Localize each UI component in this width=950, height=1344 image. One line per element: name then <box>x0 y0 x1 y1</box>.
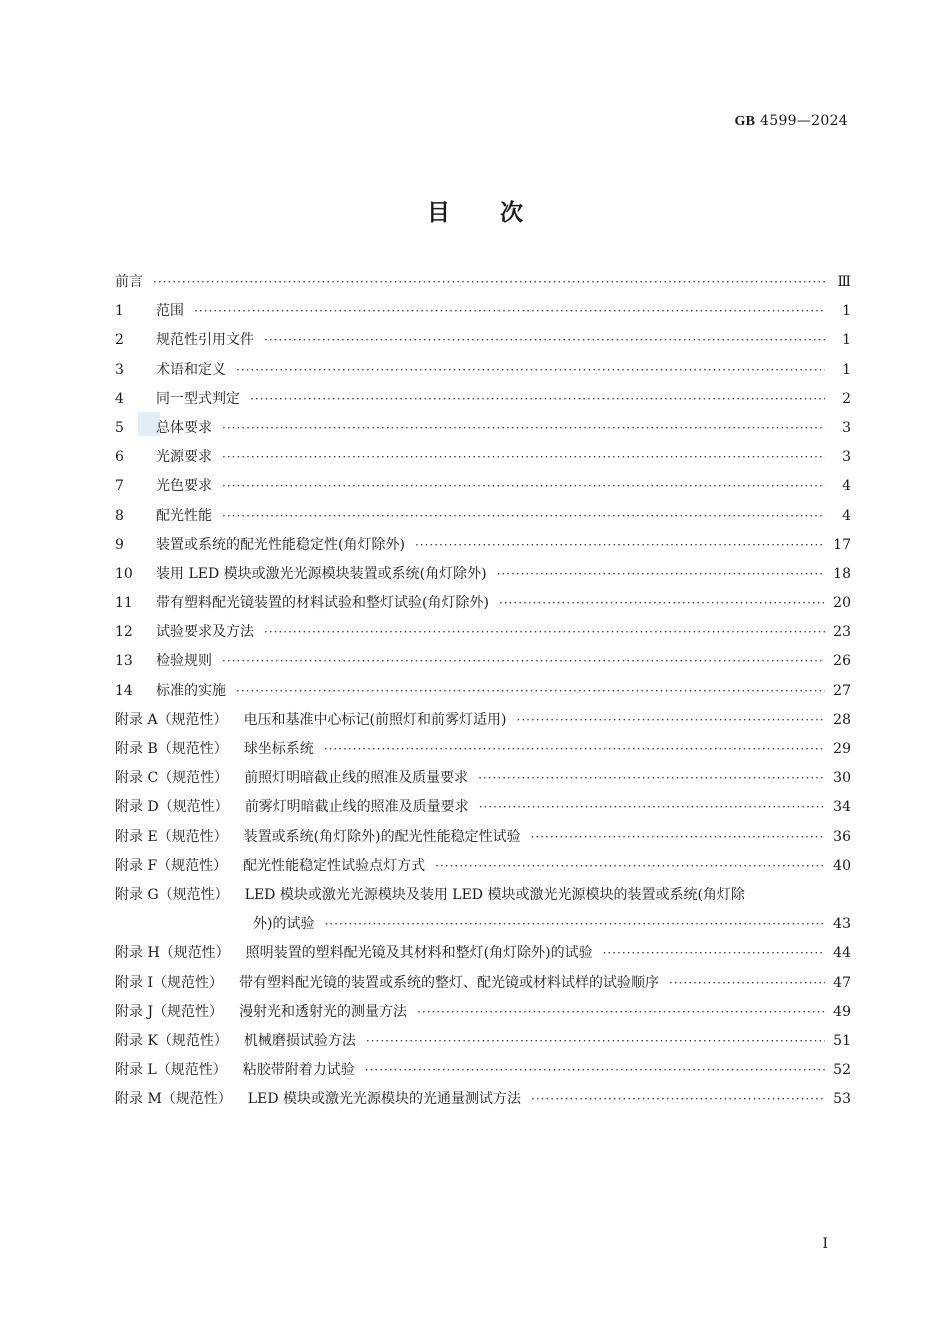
toc-entry[interactable] <box>115 852 851 881</box>
toc-entry-text: 外)的试验 <box>253 916 315 933</box>
toc-entry-text: 漫射光和透射光的测量方法 <box>239 1003 408 1020</box>
toc-entry-label <box>115 356 226 385</box>
toc-entry-leader-dots <box>222 443 825 472</box>
toc-entry[interactable] <box>115 326 851 355</box>
toc-entry[interactable] <box>115 910 851 939</box>
toc-entry-page: 4 <box>842 478 851 495</box>
toc-entry-label <box>115 1056 355 1085</box>
toc-entry[interactable] <box>115 443 851 472</box>
toc-entry-text: 带有塑料配光镜的装置或系统的整灯、配光镜或材料试样的试验顺序 <box>238 974 659 991</box>
toc-entry[interactable] <box>115 998 851 1027</box>
toc-entry-label <box>115 881 745 910</box>
toc-entry[interactable] <box>115 793 851 822</box>
toc-entry-page: 44 <box>833 945 851 962</box>
toc-entry[interactable] <box>115 502 851 531</box>
toc-entry-number: 12 <box>115 624 133 641</box>
toc-entry[interactable] <box>115 414 851 443</box>
toc-entry-leader-dots <box>417 998 825 1027</box>
toc-entry-label <box>115 823 521 852</box>
toc-entry-text: 同一型式判定 <box>156 390 240 407</box>
toc-entry[interactable] <box>115 268 851 297</box>
toc-entry-label <box>115 735 314 764</box>
toc-entry-leader-dots <box>478 764 825 793</box>
toc-entry-number: 附录 C（规范性） <box>115 770 229 787</box>
toc-entry-page: 3 <box>842 449 851 466</box>
toc-entry-label <box>253 910 314 939</box>
toc-entry-label <box>115 297 184 326</box>
toc-entry[interactable] <box>115 706 851 735</box>
toc-entry-leader-dots <box>479 793 825 822</box>
toc-entry[interactable] <box>115 356 851 385</box>
toc-entry-leader-dots <box>236 356 825 385</box>
toc-entry-number: 1 <box>115 303 124 320</box>
toc-entry-page: 47 <box>833 974 851 991</box>
toc-entry-number: 4 <box>115 390 124 407</box>
toc-entry-label <box>115 472 212 501</box>
toc-entry-number: 附录 I（规范性） <box>115 974 223 991</box>
toc-entry-leader-dots <box>435 852 825 881</box>
toc-entry[interactable] <box>115 385 851 414</box>
toc-entry-page: 1 <box>842 361 851 378</box>
toc-entry-text: 粘胶带附着力试验 <box>242 1062 355 1079</box>
toc-entry-text: 检验规则 <box>156 653 212 670</box>
toc-entry-leader-dots <box>415 531 825 560</box>
toc-entry[interactable] <box>115 969 851 998</box>
toc-entry-number: 附录 B（规范性） <box>115 741 228 757</box>
toc-entry-leader-dots <box>153 268 825 297</box>
toc-entry-number: 2 <box>115 332 124 349</box>
toc-entry-text: 规范性引用文件 <box>156 332 254 349</box>
toc-entry-text: 试验要求及方法 <box>156 624 254 641</box>
toc-entry-label <box>115 939 593 968</box>
toc-entry-page: 29 <box>833 741 851 757</box>
toc-entry-page: 34 <box>833 799 851 816</box>
toc-entry-page: 17 <box>833 536 851 553</box>
toc-entry-text: 前言 <box>115 274 143 290</box>
toc-entry-number: 附录 L（规范性） <box>115 1062 227 1079</box>
toc-entry-number: 7 <box>115 478 124 495</box>
toc-entry-page: 4 <box>842 507 851 524</box>
toc-entry-page: 30 <box>833 770 851 787</box>
toc-entry-text: 机械磨损试验方法 <box>243 1032 356 1049</box>
toc-entry-text: 照明装置的塑料配光镜及其材料和整灯(角灯除外)的试验 <box>245 945 593 962</box>
toc-entry-page: 3 <box>842 419 851 436</box>
toc-entry-label <box>115 998 407 1027</box>
toc-entry-number: 附录 M（规范性） <box>115 1091 232 1108</box>
toc-entry[interactable] <box>115 647 851 676</box>
toc-entry-leader-dots <box>366 1027 825 1056</box>
toc-entry-leader-dots <box>250 385 825 414</box>
toc-entry-number: 附录 E（规范性） <box>115 828 228 845</box>
toc-entry[interactable] <box>115 1056 851 1085</box>
toc-entry-leader-dots <box>517 706 826 735</box>
toc-entry-number: 附录 D（规范性） <box>115 799 229 816</box>
toc-entry-number: 附录 J（规范性） <box>115 1003 224 1020</box>
toc-entry-label <box>115 618 254 647</box>
toc-entry-page: 27 <box>833 682 851 699</box>
toc-entry-label <box>115 385 240 414</box>
toc-entry-label <box>115 589 489 618</box>
toc-entry[interactable] <box>115 764 851 793</box>
toc-title: 目次 <box>427 200 573 226</box>
toc-entry-label <box>115 852 425 881</box>
toc-entry-leader-dots <box>236 677 825 706</box>
toc-entry-text: 配光性能 <box>156 507 212 524</box>
toc-entry-text: 光色要求 <box>156 478 212 495</box>
toc-entry[interactable] <box>115 589 851 618</box>
toc-entry-leader-dots <box>499 589 825 618</box>
toc-entry-page: 52 <box>833 1062 851 1079</box>
toc-entry-page: 28 <box>833 711 851 728</box>
toc-entry-text: 装置或系统的配光性能稳定性(角灯除外) <box>156 536 405 553</box>
page-number: I <box>822 1236 828 1252</box>
toc-entry[interactable] <box>115 939 851 968</box>
toc-entry-leader-dots <box>264 326 825 355</box>
toc-entry[interactable] <box>115 297 851 326</box>
toc-entry-leader-dots <box>324 735 825 764</box>
toc-entry-number: 6 <box>115 449 124 466</box>
toc-entry-label <box>115 560 487 589</box>
toc-entry-leader-dots <box>264 618 825 647</box>
toc-entry-page: 49 <box>833 1003 851 1020</box>
toc-entry-leader-dots <box>603 939 825 968</box>
toc-entry-text: 带有塑料配光镜装置的材料试验和整灯试验(角灯除外) <box>156 595 489 612</box>
toc-entry[interactable] <box>115 1085 851 1114</box>
toc-entry-number: 附录 G（规范性） <box>115 886 229 903</box>
toc-entry-number: 9 <box>115 536 124 553</box>
toc-entry-label <box>115 647 212 676</box>
toc-entry-page: Ⅲ <box>837 274 851 290</box>
toc-entry-text: 总体要求 <box>156 419 212 436</box>
toc-entry-label <box>115 1027 356 1056</box>
toc-entry-label <box>115 793 469 822</box>
toc-entry-leader-dots <box>222 472 825 501</box>
toc-entry-page: 36 <box>833 828 851 845</box>
toc-entry-text: 标准的实施 <box>156 682 226 699</box>
toc-entry[interactable] <box>115 735 851 764</box>
toc-entry-page: 1 <box>842 303 851 320</box>
toc-entry-label <box>115 1085 521 1114</box>
toc-entry-text: 球坐标系统 <box>243 741 314 757</box>
toc-entry-number: 3 <box>115 361 124 378</box>
standard-code <box>734 113 848 130</box>
toc-entry-number: 附录 K（规范性） <box>115 1032 228 1049</box>
toc-entry[interactable] <box>115 677 851 706</box>
toc-entry-leader-dots <box>222 502 825 531</box>
toc-entry-page: 43 <box>833 916 851 933</box>
toc-entry-page: 51 <box>833 1032 851 1049</box>
toc-entry-text: LED 模块或激光光源模块及装用 LED 模块或激光光源模块的装置或系统(角灯除 <box>244 886 745 903</box>
toc-entry-text: 前照灯明暗截止线的照准及质量要求 <box>244 770 469 787</box>
toc-entry-leader-dots <box>669 969 825 998</box>
toc-entry[interactable] <box>115 618 851 647</box>
toc-entry-text: 范围 <box>156 303 184 320</box>
standard-code-prefix: GB <box>734 114 756 129</box>
toc-entry-text: 电压和基准中心标记(前照灯和前雾灯适用) <box>243 711 507 728</box>
toc-entry-leader-dots <box>497 560 825 589</box>
toc-entry-number: 附录 A（规范性） <box>115 711 228 728</box>
toc-entry-leader-dots <box>222 414 825 443</box>
toc-entry-number: 10 <box>115 565 133 582</box>
toc-entry-label <box>115 706 507 735</box>
toc-entry-leader-dots <box>531 1085 825 1114</box>
toc-entry-page: 40 <box>833 857 851 874</box>
toc-entry-page: 1 <box>842 332 851 349</box>
table-of-contents <box>115 268 851 1114</box>
toc-entry[interactable] <box>115 823 851 852</box>
toc-entry-number: 13 <box>115 653 133 670</box>
toc-entry-label <box>115 326 254 355</box>
toc-entry-page: 20 <box>833 595 851 612</box>
toc-entry-label <box>115 268 143 297</box>
toc-entry-label <box>115 502 212 531</box>
toc-entry-leader-dots <box>194 297 825 326</box>
toc-entry[interactable] <box>115 560 851 589</box>
toc-entry-text: LED 模块或激光光源模块的光通量测试方法 <box>247 1091 521 1108</box>
toc-entry-leader-dots <box>222 647 825 676</box>
toc-entry-text: 光源要求 <box>156 449 212 466</box>
toc-entry-page: 23 <box>833 624 851 641</box>
toc-entry[interactable] <box>115 531 851 560</box>
toc-entry-text: 配光性能稳定性试验点灯方式 <box>243 857 426 874</box>
toc-entry-number: 14 <box>115 682 133 699</box>
toc-entry-label <box>115 969 659 998</box>
toc-entry-number: 附录 F（规范性） <box>115 857 228 874</box>
toc-entry-number: 附录 H（规范性） <box>115 945 230 962</box>
toc-entry-page: 26 <box>833 653 851 670</box>
toc-entry[interactable] <box>115 472 851 501</box>
toc-entry-number: 8 <box>115 507 124 524</box>
toc-entry-label <box>115 764 468 793</box>
toc-entry-label <box>115 414 212 443</box>
toc-entry-label <box>115 531 405 560</box>
toc-entry-leader-dots <box>531 823 825 852</box>
toc-entry-number: 5 <box>115 419 124 436</box>
toc-entry-label <box>115 677 226 706</box>
standard-code-number: 4599—2024 <box>760 113 848 129</box>
toc-entry-page: 53 <box>833 1091 851 1108</box>
toc-entry[interactable] <box>115 881 851 910</box>
toc-entry-leader-dots <box>324 910 825 939</box>
toc-entry-page: 18 <box>833 565 851 582</box>
toc-entry-leader-dots <box>365 1056 825 1085</box>
toc-entry-text: 装置或系统(角灯除外)的配光性能稳定性试验 <box>243 828 521 845</box>
toc-entry[interactable] <box>115 1027 851 1056</box>
toc-entry-text: 术语和定义 <box>156 361 226 378</box>
toc-entry-page: 2 <box>842 390 851 407</box>
toc-entry-label <box>115 443 212 472</box>
toc-entry-text: 前雾灯明暗截止线的照准及质量要求 <box>244 799 469 816</box>
toc-entry-number: 11 <box>115 595 133 612</box>
toc-entry-text: 装用 LED 模块或激光光源模块装置或系统(角灯除外) <box>156 565 487 582</box>
